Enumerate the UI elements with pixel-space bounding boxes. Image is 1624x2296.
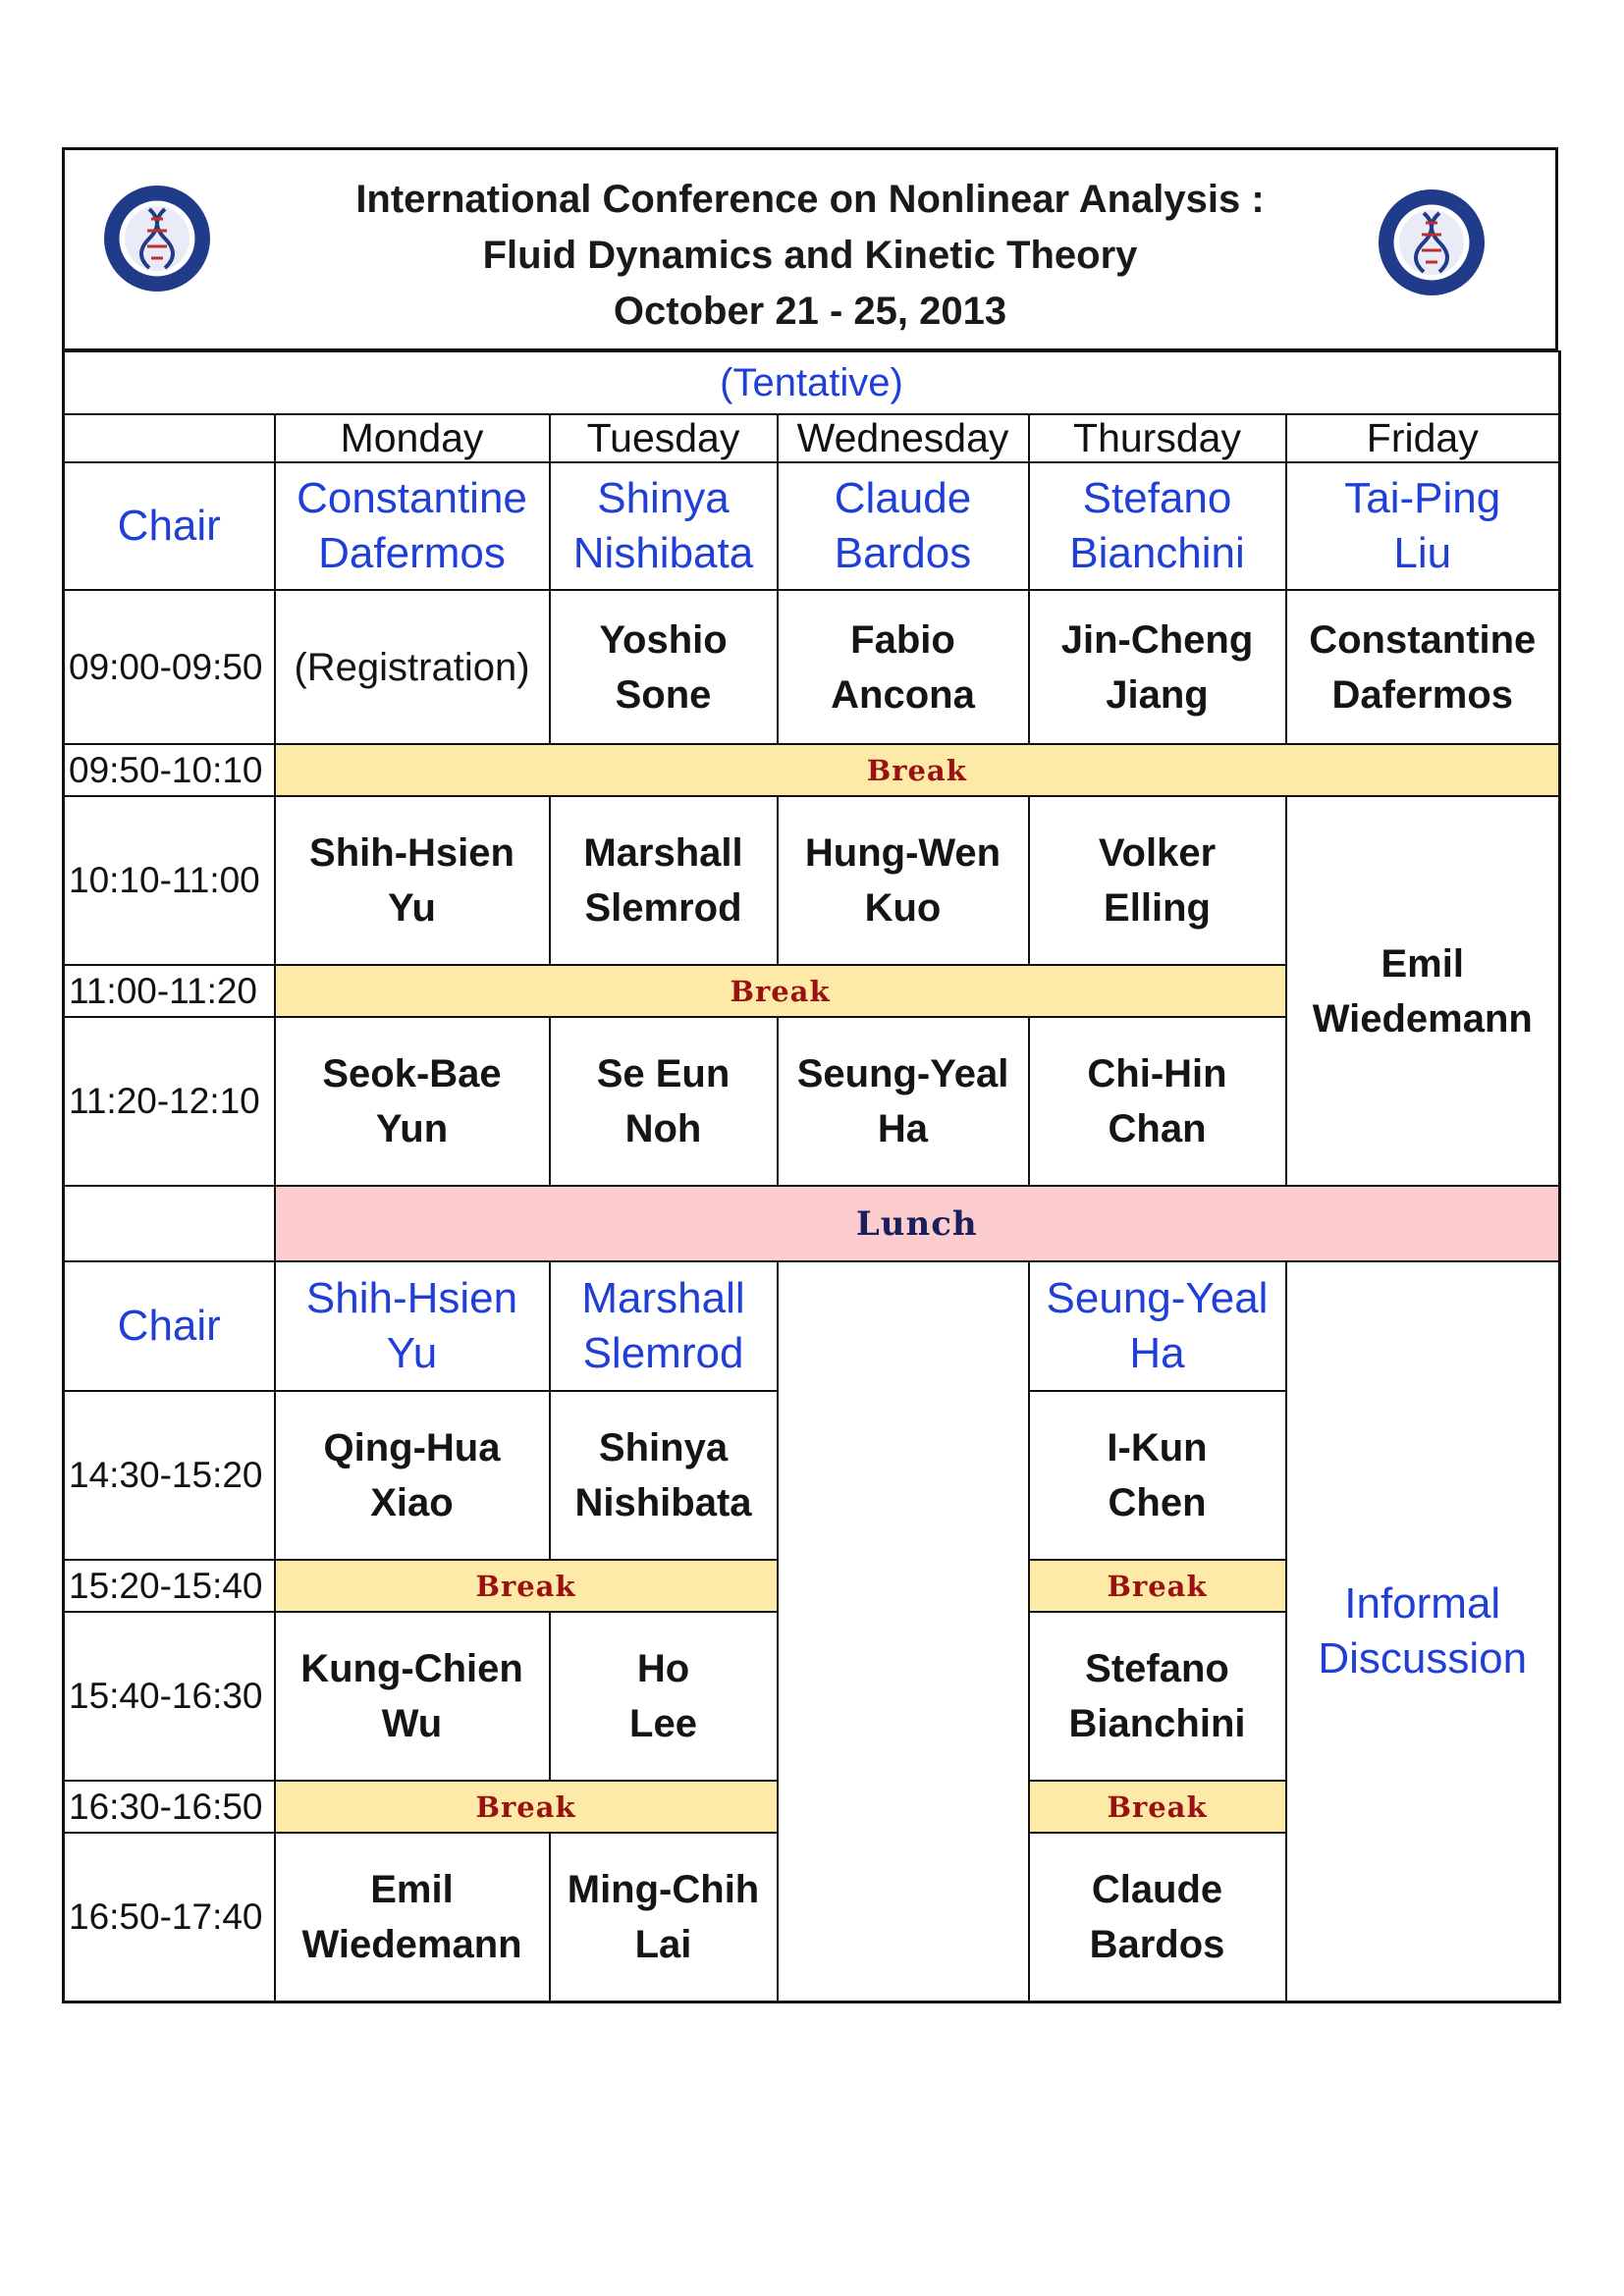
informal-line-2: Discussion [1318,1633,1528,1682]
speaker-first: Emil [370,1867,454,1911]
speaker-last: Nishibata [574,1481,752,1524]
chair-first-name: Shih-Hsien [305,1274,518,1322]
morning-chair-row [64,462,1560,590]
slot-row [64,590,1560,744]
chair-tuesday [550,1261,778,1391]
speaker-last: Slemrod [584,886,742,930]
chair-monday [275,462,550,590]
speaker-last: Bardos [1089,1922,1225,1966]
wednesday-afternoon-free [778,1261,1029,2002]
title-line-2: Fluid Dynamics and Kinetic Theory [482,234,1138,277]
chair-first-name: Tai-Ping [1344,474,1501,522]
speaker-first: Ming-Chih [567,1867,760,1911]
speaker-first: Emil [1380,941,1464,986]
speaker-first: Se Eun [596,1052,731,1095]
time-label: 16:50-17:40 [64,1833,275,2002]
registration-cell: (Registration) [275,590,550,744]
break-bar: Break [275,1560,778,1612]
talk-cell [550,590,778,744]
speaker-last: Yun [375,1107,449,1150]
time-label: 10:10-11:00 [64,796,275,965]
speaker-first: Qing-Hua [323,1426,501,1469]
chair-first-name: Shinya [597,474,730,522]
chair-thursday [1029,462,1286,590]
academia-sinica-seal-icon [102,184,212,294]
chair-thursday [1029,1261,1286,1391]
speaker-first: Yoshio [599,617,728,662]
talk-cell [778,796,1029,965]
chair-last-name: Bardos [834,529,972,577]
talk-cell [778,590,1029,744]
speaker-last: Noh [624,1107,702,1150]
chair-first-name: Constantine [297,474,527,522]
speaker-last: Dafermos [1331,672,1513,717]
speaker-first: Seung-Yeal [796,1052,1009,1095]
academia-sinica-seal-icon [1377,187,1487,297]
chair-last-name: Ha [1129,1329,1185,1377]
talk-cell [550,796,778,965]
tentative-row [64,351,1560,414]
title-line-1: International Conference on Nonlinear Analysis : [355,178,1265,221]
speaker-first: Hung-Wen [804,831,1001,875]
time-label: 14:30-15:20 [64,1391,275,1560]
talk-cell [1029,1391,1286,1560]
day-friday: Friday [1286,414,1560,462]
chair-first-name: Stefano [1082,474,1232,522]
break-row [64,744,1560,796]
chair-last-name: Yu [386,1329,438,1377]
talk-cell [275,1833,550,2002]
chair-last-name: Bianchini [1069,529,1245,577]
time-label: 15:20-15:40 [64,1560,275,1612]
day-thursday: Thursday [1029,414,1286,462]
schedule-table [62,350,1561,2003]
talk-cell [550,1833,778,2002]
break-bar: Break [275,744,1560,796]
speaker-last: Jiang [1106,672,1209,717]
day-header-row [64,414,1560,462]
speaker-first: Kung-Chien [300,1647,523,1690]
speaker-last: Wu [381,1702,443,1745]
speaker-last: Xiao [370,1481,454,1524]
speaker-first: I-Kun [1107,1426,1208,1469]
speaker-first: Shih-Hsien [309,831,514,875]
time-label: 11:00-11:20 [64,965,275,1017]
talk-cell [1029,1017,1286,1186]
chair-label: Chair [64,462,275,590]
speaker-last: Wiedemann [301,1922,522,1966]
speaker-last: Chan [1108,1107,1207,1150]
speaker-last: Lai [634,1922,692,1966]
talk-cell [275,1391,550,1560]
speaker-last: Bianchini [1068,1702,1246,1745]
talk-cell-friday-long [1286,796,1560,1186]
lunch-time-empty [64,1186,275,1261]
chair-label: Chair [64,1261,275,1391]
day-monday: Monday [275,414,550,462]
chair-last-name: Slemrod [582,1329,744,1377]
chair-monday [275,1261,550,1391]
speaker-last: Lee [629,1702,697,1745]
speaker-first: Stefano [1085,1647,1229,1690]
title-line-3: October 21 - 25, 2013 [613,290,1007,333]
speaker-first: Seok-Bae [322,1052,502,1095]
chair-tuesday [550,462,778,590]
chair-first-name: Seung-Yeal [1046,1274,1269,1322]
schedule-sheet [62,147,1558,2003]
speaker-last: Elling [1104,886,1211,930]
speaker-first: Shinya [598,1426,729,1469]
speaker-first: Volker [1098,831,1217,875]
speaker-last: Sone [615,672,712,717]
speaker-last: Kuo [864,886,942,930]
speaker-last: Ha [877,1107,929,1150]
break-bar: Break [1029,1560,1286,1612]
talk-cell [550,1612,778,1781]
speaker-last: Ancona [831,672,975,717]
chair-last-name: Nishibata [572,529,754,577]
speaker-first: Constantine [1309,617,1537,662]
speaker-last: Chen [1108,1481,1207,1524]
speaker-first: Jin-Cheng [1060,617,1254,662]
chair-friday [1286,462,1560,590]
day-wednesday: Wednesday [778,414,1029,462]
talk-cell [1029,590,1286,744]
speaker-first: Fabio [850,617,955,662]
slot-row [64,796,1560,965]
speaker-first: Chi-Hin [1087,1052,1227,1095]
talk-cell [550,1017,778,1186]
talk-cell [778,1017,1029,1186]
talk-cell [1029,796,1286,965]
talk-cell [1286,590,1560,744]
time-label: 16:30-16:50 [64,1781,275,1833]
break-bar: Break [275,965,1286,1017]
chair-first-name: Marshall [581,1274,745,1322]
speaker-first: Claude [1091,1867,1223,1911]
informal-discussion-cell [1286,1261,1560,2002]
time-label: 15:40-16:30 [64,1612,275,1781]
chair-last-name: Dafermos [318,529,506,577]
talk-cell [275,1017,550,1186]
break-bar: Break [1029,1781,1286,1833]
chair-wednesday [778,462,1029,590]
break-bar: Break [275,1781,778,1833]
afternoon-chair-row [64,1261,1560,1391]
tentative-label: (Tentative) [64,351,1560,414]
lunch-row [64,1186,1560,1261]
chair-first-name: Claude [834,474,972,522]
header [62,147,1558,350]
speaker-last: Yu [388,886,436,930]
talk-cell [275,796,550,965]
informal-line-1: Informal [1344,1578,1501,1628]
day-tuesday: Tuesday [550,414,778,462]
time-label: 09:50-10:10 [64,744,275,796]
talk-cell [1029,1612,1286,1781]
conference-title [261,172,1359,340]
speaker-last: Wiedemann [1312,996,1533,1041]
talk-cell [550,1391,778,1560]
chair-last-name: Liu [1393,529,1452,577]
corner-cell [64,414,275,462]
lunch-bar: Lunch [275,1186,1560,1261]
talk-cell [275,1612,550,1781]
talk-cell [1029,1833,1286,2002]
speaker-first: Ho [636,1647,690,1690]
time-label: 09:00-09:50 [64,590,275,744]
speaker-first: Marshall [583,831,743,875]
time-label: 11:20-12:10 [64,1017,275,1186]
